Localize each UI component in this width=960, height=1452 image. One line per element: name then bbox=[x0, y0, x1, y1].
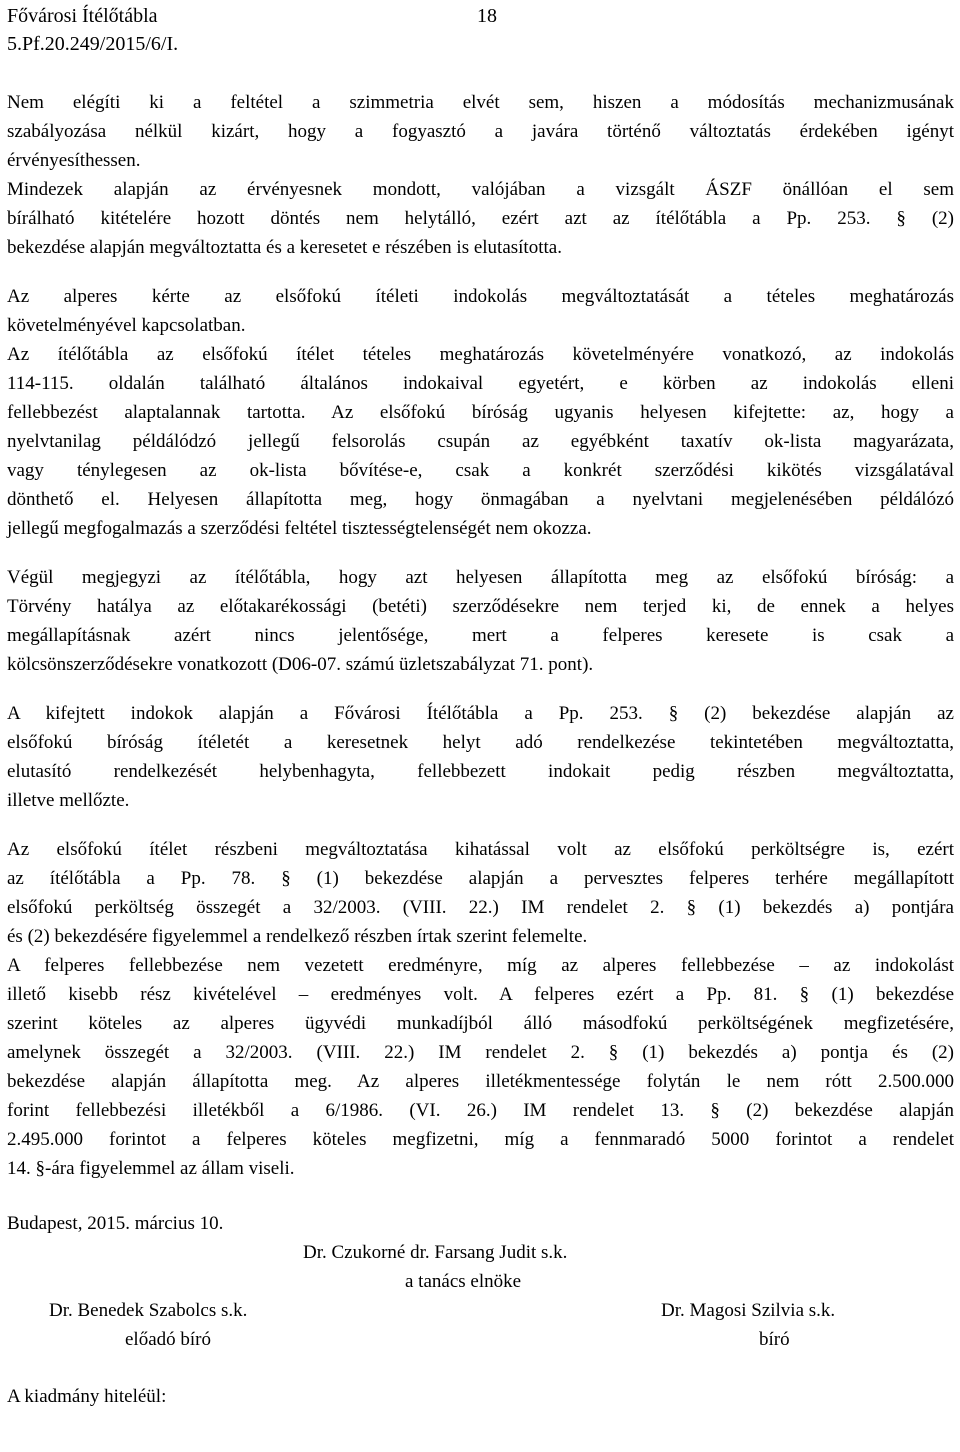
text-line: Törvény hatálya az előtakarékossági (betéti) szerződésekre nem terjed ki, de ennek a helyes bbox=[7, 596, 954, 617]
text-line: érvényesíthessen. bbox=[7, 150, 141, 171]
rapporteur-judge-role: előadó bíró bbox=[125, 1329, 212, 1350]
page-number: 18 bbox=[477, 5, 497, 27]
document-page bbox=[7, 0, 954, 1409]
paragraph-1 bbox=[7, 88, 954, 175]
certification-label: A kiadmány hiteléül: bbox=[7, 1386, 167, 1407]
text-line: A felperes fellebbezése nem vezetett eredményre, míg az alperes fellebbezése – az indokolást bbox=[7, 955, 954, 976]
text-line: vagy ténylegesen az ok-lista bővítése-e, csak a konkrét szerződési kikötés vizsgálatával bbox=[7, 460, 954, 481]
presiding-judge-name: Dr. Czukorné dr. Farsang Judit s.k. bbox=[303, 1242, 568, 1263]
court-name: Fővárosi Ítélőtábla bbox=[7, 5, 158, 27]
text-line: fellebbezést alaptalannak tartotta. Az elsőfokú bíróság ugyanis helyesen kifejtette: az, hogy a bbox=[7, 402, 954, 423]
page-header bbox=[7, 2, 954, 58]
text-line: elutasító rendelkezését helybenhagyta, fellebbezett indokait pedig részben megváltoztatta, bbox=[7, 761, 954, 782]
paragraph-6 bbox=[7, 699, 954, 815]
text-line: bekezdése alapján megváltoztatta és a keresetet e részében is elutasította. bbox=[7, 237, 562, 258]
text-line: amelynek összegét a 32/2003. (VIII. 22.) IM rendelet 2. § (1) bekezdés a) pontja és (2) bbox=[7, 1042, 954, 1063]
presiding-judge-role: a tanács elnöke bbox=[405, 1271, 522, 1292]
rapporteur-judge-name: Dr. Benedek Szabolcs s.k. bbox=[49, 1300, 248, 1321]
judge-role: bíró bbox=[759, 1329, 790, 1350]
text-line: illető kisebb rész kivételével – eredményes volt. A felperes ezért a Pp. 81. § (1) bekezdése bbox=[7, 984, 954, 1005]
paragraph-gap bbox=[7, 262, 954, 282]
text-line: az ítélőtábla a Pp. 78. § (1) bekezdése alapján a pervesztes felperes terhére megállapított bbox=[7, 868, 954, 889]
text-line: 2.495.000 forintot a felperes köteles megfizetni, míg a fennmaradó 5000 forintot a rendelet bbox=[7, 1129, 954, 1150]
case-number: 5.Pf.20.249/2015/6/I. bbox=[7, 33, 179, 55]
text-line: jellegű megfogalmazás a szerződési feltétel tisztességtelenségét nem okozza. bbox=[7, 518, 592, 539]
signature-block bbox=[7, 1209, 954, 1409]
text-line: illetve mellőzte. bbox=[7, 790, 130, 811]
text-line: forint fellebbezési illetékből a 6/1986. (VI. 26.) IM rendelet 13. § (2) bekezdése alapján bbox=[7, 1100, 954, 1121]
text-line: Mindezek alapján az érvényesnek mondott, valójában a vizsgált ÁSZF önállóan el sem bbox=[7, 179, 954, 200]
paragraph-5 bbox=[7, 563, 954, 679]
text-line: megállapításnak azért nincs jelentősége, mert a felperes keresete is csak a bbox=[7, 625, 954, 646]
text-line: követelményével kapcsolatban. bbox=[7, 315, 246, 336]
judge-name: Dr. Magosi Szilvia s.k. bbox=[661, 1300, 836, 1321]
text-line: szerint köteles az alperes ügyvédi munkadíjból álló másodfokú perköltségének megfizetésére, bbox=[7, 1013, 954, 1034]
paragraph-4 bbox=[7, 340, 954, 543]
paragraph-7 bbox=[7, 835, 954, 951]
paragraph-3 bbox=[7, 282, 954, 340]
text-line: 14. §-ára figyelemmel az állam viseli. bbox=[7, 1158, 295, 1179]
paragraph-gap bbox=[7, 679, 954, 699]
text-line: bírálható kitételére hozott döntés nem helytálló, ezért azt az ítélőtábla a Pp. 253. § (2) bbox=[7, 208, 954, 229]
paragraph-8 bbox=[7, 951, 954, 1183]
text-line: szabályozása nélkül kizárt, hogy a fogyasztó a javára történő változtatás érdekében igényt bbox=[7, 121, 954, 142]
text-line: A kifejtett indokok alapján a Fővárosi Ítélőtábla a Pp. 253. § (2) bekezdése alapján az bbox=[7, 703, 954, 724]
paragraph-gap bbox=[7, 543, 954, 563]
paragraph-gap bbox=[7, 815, 954, 835]
paragraph-2 bbox=[7, 175, 954, 262]
text-line: Végül megjegyzi az ítélőtábla, hogy azt helyesen állapította meg az elsőfokú bíróság: a bbox=[7, 567, 954, 588]
text-line: elsőfokú bíróság ítéletét a keresetnek helyt adó rendelkezése tekintetében megváltoztatta, bbox=[7, 732, 954, 753]
text-line: 114-115. oldalán található általános indokaival egyetért, e körben az indokolás elleni bbox=[7, 373, 954, 394]
text-line: és (2) bekezdésére figyelemmel a rendelkező részben írtak szerint felemelte. bbox=[7, 926, 588, 947]
body-text bbox=[7, 88, 954, 1183]
text-line: nyelvtanilag példálódzó jellegű felsorolás csupán az egyébként taxatív ok-lista magyarázata, bbox=[7, 431, 954, 452]
text-line: Nem elégíti ki a feltétel a szimmetria elvét sem, hiszen a módosítás mechanizmusának bbox=[7, 92, 954, 113]
text-line: elsőfokú perköltség összegét a 32/2003. (VIII. 22.) IM rendelet 2. § (1) bekezdés a) pontjára bbox=[7, 897, 954, 918]
text-line: Az elsőfokú ítélet részbeni megváltoztatása kihatással volt az elsőfokú perköltségre is, ezért bbox=[7, 839, 954, 860]
text-line: kölcsönszerződésekre vonatkozott (D06-07. számú üzletszabályzat 71. pont). bbox=[7, 654, 594, 675]
text-line: bekezdése alapján állapította meg. Az alperes illetékmentessége folytán le nem rótt 2.500.000 bbox=[7, 1071, 954, 1092]
text-line: dönthető el. Helyesen állapította meg, hogy önmagában a nyelvtani megjelenésében példálózó bbox=[7, 489, 954, 510]
place-date: Budapest, 2015. március 10. bbox=[7, 1213, 224, 1234]
text-line: Az alperes kérte az elsőfokú ítéleti indokolás megváltoztatását a tételes meghatározás bbox=[7, 286, 954, 307]
text-line: Az ítélőtábla az elsőfokú ítélet tételes meghatározás követelményére vonatkozó, az indokolás bbox=[7, 344, 954, 365]
